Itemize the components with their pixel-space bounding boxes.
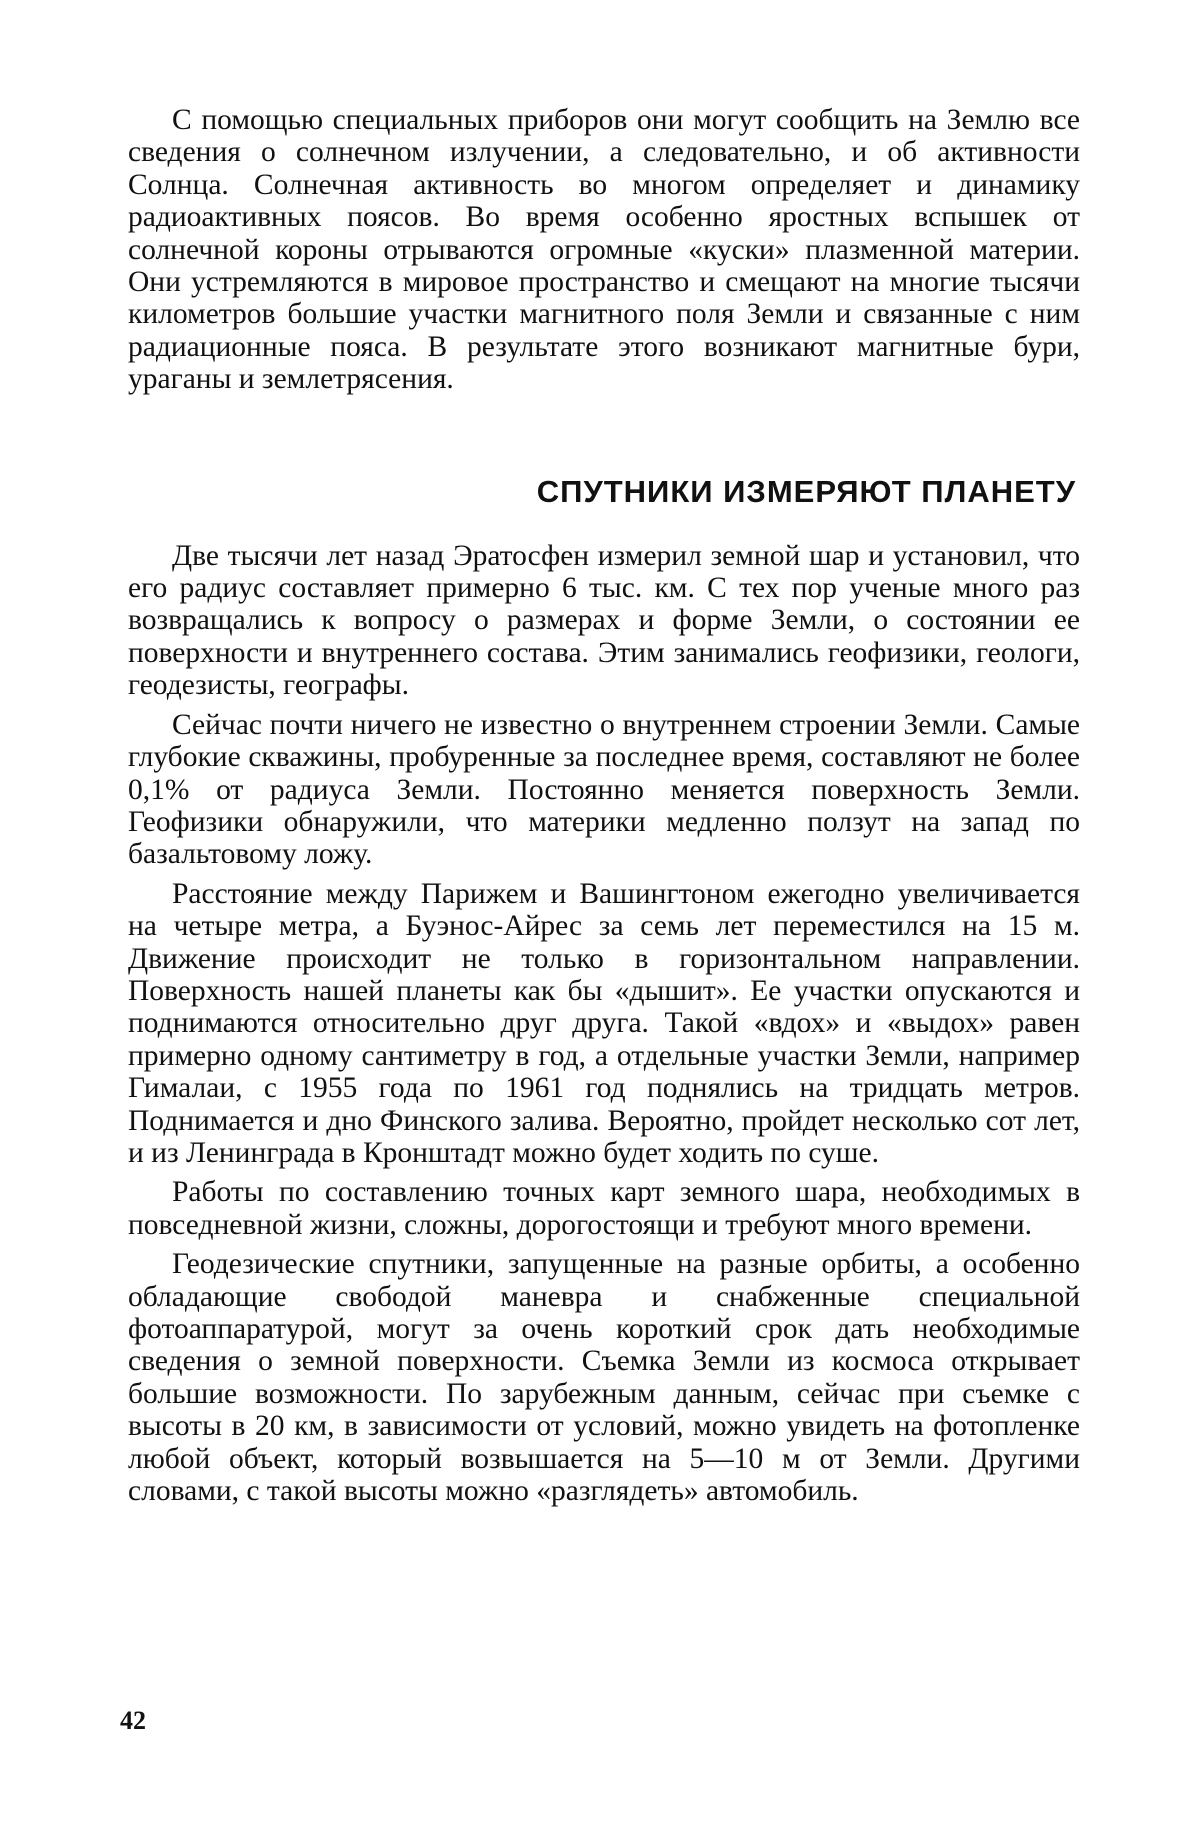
page-number: 42 <box>120 1706 146 1735</box>
paragraph-inner-structure: Сейчас почти ничего не известно о внутреннем строении Земли. Самые глубокие скважины, пробуренные за последнее время, составляют не более 0,1% от радиуса Земли. Постоянно меняется поверхность Земли. Геофизики обнаружили, что материки медленно ползут на запад по базальтовому ложу. <box>128 708 1080 871</box>
paragraph-continental-drift: Расстояние между Парижем и Вашингтоном ежегодно увеличивается на четыре метра, а Буэнос-Айрес за семь лет переместился на 15 м. Движение происходит не только в горизонтальном направлении. Поверхность нашей планеты как бы «дышит». Ее участки опускаются и поднимаются относительно друг друга. Такой «вдох» и «выдох» равен примерно одному сантиметру в год, а отдельные участки Земли, например Гималаи, с 1955 года по 1961 год поднялись на тридцать метров. Поднимается и дно Финского залива. Вероятно, пройдет несколько сот лет, и из Ленинграда в Кронштадт можно будет ходить по суше. <box>128 877 1080 1169</box>
paragraph-eratosthenes: Две тысячи лет назад Эратосфен измерил земной шар и установил, что его радиус составляет примерно 6 тыс. км. С тех пор ученые много раз возвращались к вопросу о размерах и форме Земли, о состоянии ее поверхности и внутреннего состава. Этим занимались геофизики, геологи, геодезисты, географы. <box>128 539 1080 702</box>
paragraph-geodetic-satellites: Геодезические спутники, запущенные на разные орбиты, а особенно обладающие свободой маневра и снабженные специальной фотоаппаратурой, могут за очень короткий срок дать необходимые сведения о земной поверхности. Съемка Земли из космоса открывает большие возможности. По зарубежным данным, сейчас при съемке с высоты в 20 км, в зависимости от условий, можно увидеть на фотопленке любой объект, который возвышается на 5—10 м от Земли. Другими словами, с такой высоты можно «разглядеть» автомобиль. <box>128 1248 1080 1508</box>
intro-paragraph: С помощью специальных приборов они могут сообщить на Землю все сведения о солнечном излучении, а следовательно, и об активности Солнца. Солнечная активность во многом определяет и динамику радиоактивных поясов. Во время особенно яростных вспышек от солнечной короны отрываются огромные «куски» плазменной материи. Они устремляются в мировое пространство и смещают на многие тысячи километров большие участки магнитного поля Земли и связанные с ним радиационные пояса. В результате этого возникают магнитные бури, ураганы и землетрясения. <box>128 104 1080 396</box>
page-content <box>128 104 1080 1514</box>
paragraph-mapping-work: Работы по составлению точных карт земного шара, необходимых в повседневной жизни, сложны, дорогостоящи и требуют много времени. <box>128 1176 1080 1241</box>
section-title: СПУТНИКИ ИЗМЕРЯЮТ ПЛАНЕТУ <box>536 473 1076 509</box>
